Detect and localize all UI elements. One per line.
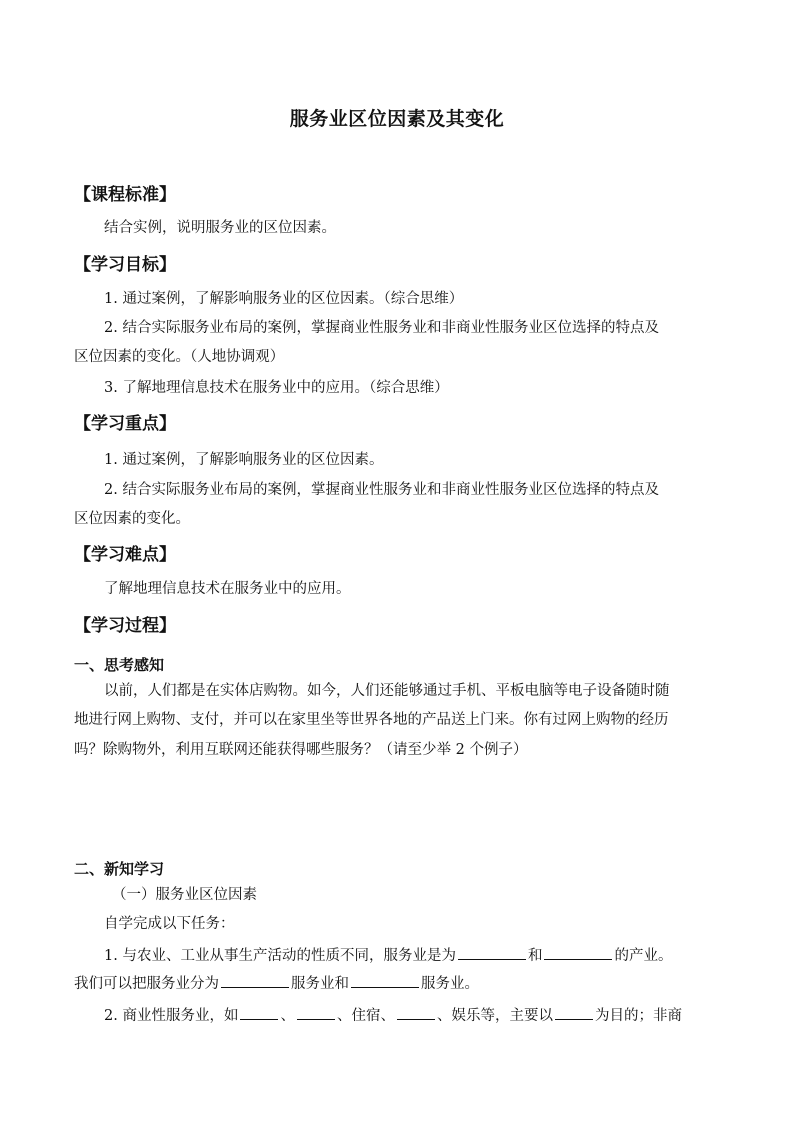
question-1-line-1	[104, 945, 672, 966]
section-heading-key-points: 【学习重点】	[74, 414, 176, 434]
q1-text-3: 的产业。	[614, 948, 673, 964]
answer-blank[interactable]	[351, 973, 419, 988]
part-2-heading: 二、新知学习	[74, 860, 165, 878]
part-1-line-3: 吗？除购物外，利用互联网还能获得哪些服务？（请至少举 2 个例子）	[74, 742, 528, 758]
part-1-heading: 一、思考感知	[74, 656, 165, 674]
key-point-2-line-2: 区位因素的变化。	[74, 511, 190, 527]
goal-2-line-1: 2. 结合实际服务业布局的案例，掌握商业性服务业和非商业性服务业区位选择的特点及	[104, 320, 659, 336]
standard-text: 结合实例，说明服务业的区位因素。	[104, 220, 336, 236]
answer-blank[interactable]	[221, 973, 289, 988]
key-point-2-line-1: 2. 结合实际服务业布局的案例，掌握商业性服务业和非商业性服务业区位选择的特点及	[104, 482, 659, 498]
section-heading-process: 【学习过程】	[74, 616, 176, 636]
q1b-text-3: 服务业。	[421, 976, 479, 992]
answer-blank[interactable]	[458, 945, 526, 960]
q1b-text-2: 服务业和	[291, 976, 349, 992]
key-point-1: 1. 通过案例，了解影响服务业的区位因素。	[104, 452, 384, 468]
q2-text-4: 、娱乐等，主要以	[436, 1008, 553, 1024]
section-heading-difficulties: 【学习难点】	[74, 545, 176, 565]
goal-3: 3. 了解地理信息技术在服务业中的应用。（综合思维）	[104, 380, 449, 396]
q1-text-2: 和	[527, 948, 543, 964]
question-1-line-2	[74, 973, 479, 994]
q2-text-3: 、住宿、	[336, 1008, 395, 1024]
goal-1: 1. 通过案例，了解影响服务业的区位因素。（综合思维）	[104, 291, 464, 307]
q2-text-2: 、	[280, 1008, 295, 1024]
goal-2-line-2: 区位因素的变化。（人地协调观）	[74, 349, 285, 365]
answer-blank[interactable]	[240, 1005, 278, 1020]
part-2-intro: 自学完成以下任务：	[104, 916, 235, 932]
section-heading-standard: 【课程标准】	[74, 185, 176, 205]
answer-blank[interactable]	[555, 1005, 593, 1020]
answer-blank[interactable]	[297, 1005, 335, 1020]
q2-text-1: 2. 商业性服务业，如	[104, 1008, 239, 1024]
question-2-line-1	[104, 1005, 682, 1026]
answer-blank[interactable]	[397, 1005, 435, 1020]
answer-blank[interactable]	[544, 945, 612, 960]
q2-text-5: 为目的；非商	[594, 1008, 682, 1024]
part-1-line-1: 以前，人们都是在实体店购物。如今，人们还能够通过手机、平板电脑等电子设备随时随	[104, 683, 670, 699]
q1-text-1: 1. 与农业、工业从事生产活动的性质不同，服务业是为	[104, 948, 456, 964]
section-heading-goals: 【学习目标】	[74, 255, 176, 275]
q1b-text-1: 我们可以把服务业分为	[74, 976, 219, 992]
part-2-subheading: （一）服务业区位因素	[112, 887, 257, 903]
page-title: 服务业区位因素及其变化	[289, 108, 505, 130]
difficulty-text: 了解地理信息技术在服务业中的应用。	[104, 581, 351, 597]
part-1-line-2: 地进行网上购物、支付，并可以在家里坐等世界各地的产品送上门来。你有过网上购物的经历	[74, 712, 669, 728]
